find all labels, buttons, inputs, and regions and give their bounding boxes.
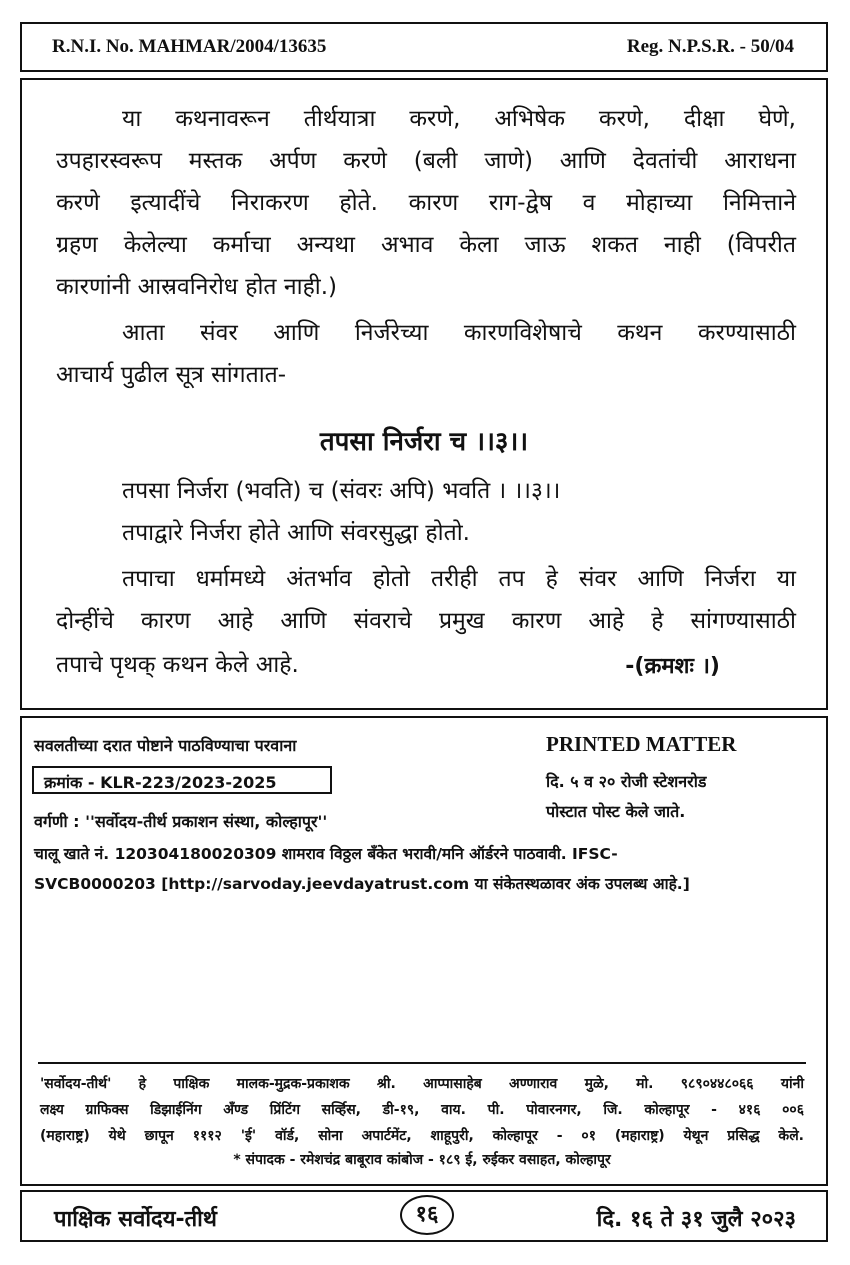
editor-line: * संपादक - रमेशचंद्र बाबूराव कांबोज - १८९ ई, रुईकर वसाहत, कोल्हापूर [233, 1152, 611, 1168]
printed-matter: PRINTED MATTER [546, 732, 737, 756]
text-line: दोन्हींचे कारण आहे आणि संवराचे प्रमुख कारण आहे हे सांगण्यासाठी [56, 608, 796, 634]
publication-info [20, 716, 828, 1186]
imprint-line: (महाराष्ट्र) येथे छापून १११२ 'ई' वॉर्ड, सोना अपार्टमेंट, शाहूपुरी, कोल्हापूर - ०१ (महाराष्ट्र) येथून प्रसिद्ध केले. [40, 1128, 804, 1144]
account-info-1: चालू खाते नं. 120304180020309 शामराव विठ्ठल बँकेत भरावी/मनि ऑर्डरने पाठवावी. IFSC- [34, 845, 618, 863]
account-info-2: SVCB0000203 [http://sarvoday.jeevdayatrust.com या संकेतस्थळावर अंक उपलब्ध आहे.] [34, 875, 690, 893]
text-line: तपाद्वारे निर्जरा होते आणि संवरसुद्धा होतो. [122, 520, 470, 546]
text-line: तपाचा धर्मामध्ये अंतर्भाव होतो तरीही तप हे संवर आणि निर्जरा या [122, 566, 796, 592]
rni-number: R.N.I. No. MAHMAR/2004/13635 [52, 36, 327, 57]
divider [38, 1062, 806, 1064]
imprint-line: 'सर्वोदय-तीर्थ' हे पाक्षिक मालक-मुद्रक-प्रकाशक श्री. आप्पासाहेब अण्णाराव मुळे, मो. ९८९०४४८०६६ यांनी [40, 1076, 804, 1092]
text-line: आचार्य पुढील सूत्र सांगतात- [56, 362, 287, 388]
subscription-info: वर्गणी : ''सर्वोदय-तीर्थ प्रकाशन संस्था, कोल्हापूर'' [34, 812, 328, 831]
text-line: उपहारस्वरूप मस्तक अर्पण करणे (बली जाणे) आणि देवतांची आराधना [56, 148, 796, 174]
publication-title: पाक्षिक सर्वोदय-तीर्थ [54, 1207, 217, 1232]
text-line: तपाचे पृथक् कथन केले आहे. [56, 652, 299, 678]
text-line: तपसा निर्जरा (भवति) च (संवरः अपि) भवति । ।।३।। [122, 478, 561, 504]
article-body [20, 78, 828, 710]
permit-number-box [32, 766, 332, 794]
text-line: करणे इत्यादींचे निराकरण होते. कारण राग-द्वेष व मोहाच्या निमित्ताने [56, 190, 796, 216]
text-line: आता संवर आणि निर्जरेच्या कारणविशेषाचे कथन करण्यासाठी [122, 320, 796, 346]
page-header [20, 22, 828, 72]
posting-info-1: दि. ५ व २० रोजी स्टेशनरोड [546, 772, 707, 791]
page-footer [20, 1190, 828, 1242]
posting-info-2: पोस्टात पोस्ट केले जाते. [546, 802, 686, 821]
permit-number: क्रमांक - KLR-223/2023-2025 [44, 773, 277, 792]
sutra-heading: तपसा निर्जरा च ।।३।। [319, 427, 529, 457]
page-number: १६ [400, 1195, 454, 1235]
issue-date: दि. १६ ते ३१ जुलै २०२३ [596, 1207, 796, 1232]
imprint-line: लक्ष्य ग्राफिक्स डिझाईनिंग अँण्ड प्रिंटिंग सर्व्हिस, डी-१९, वाय. पी. पोवारनगर, जि. कोल्हापूर - ४१६ ००६ [40, 1102, 804, 1118]
text-line: कारणांनी आस्रवनिरोध होत नाही.) [56, 274, 338, 300]
continued-note: -(क्रमशः ।) [625, 654, 720, 679]
text-line: ग्रहण केलेल्या कर्माचा अन्यथा अभाव केला जाऊ शकत नाही (विपरीत [56, 232, 796, 258]
postal-permit: सवलतीच्या दरात पोष्टाने पाठविण्याचा परवाना [34, 736, 297, 755]
text-line: या कथनावरून तीर्थयात्रा करणे, अभिषेक करणे, दीक्षा घेणे, [122, 106, 796, 132]
registration-number: Reg. N.P.S.R. - 50/04 [626, 36, 794, 57]
